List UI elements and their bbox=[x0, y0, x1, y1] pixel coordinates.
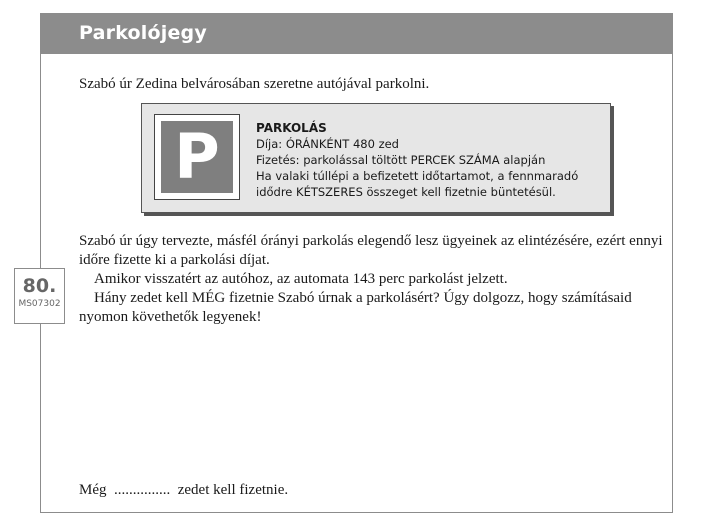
sign-line-payment: Fizetés: parkolással töltött PERCEK SZÁMA alapján bbox=[256, 153, 546, 167]
paragraph-plan: Szabó úr úgy tervezte, másfél órányi parkolás elegendő lesz ügyeinek az elintézésére, ezért ennyi időre fizette ki a parkolási díjat. bbox=[79, 233, 663, 268]
task-number: 80. bbox=[22, 275, 57, 297]
header-bar bbox=[41, 14, 672, 54]
intro-text: Szabó úr Zedina belvárosában szeretne autójával parkolni. bbox=[79, 76, 430, 92]
sign-title: PARKOLÁS bbox=[256, 121, 327, 135]
parking-sign bbox=[141, 103, 611, 213]
sign-line-penalty-1: Ha valaki túllépi a befizetett időtartamot, a fennmaradó bbox=[256, 169, 579, 183]
sign-line-penalty-2: idődre KÉTSZERES összeget kell fizetnie büntetésül. bbox=[256, 185, 556, 199]
sign-line-fee: Díja: ÓRÁNKÉNT 480 zed bbox=[256, 137, 399, 151]
sign-text bbox=[256, 120, 578, 200]
task-label bbox=[14, 268, 65, 324]
page-title: Parkolójegy bbox=[79, 22, 207, 44]
paragraph-return: Amikor visszatért az autóhoz, az automata 143 perc parkolást jelzett. bbox=[94, 271, 508, 287]
task-frame bbox=[40, 13, 673, 513]
answer-line[interactable]: Még ............... zedet kell fizetnie. bbox=[79, 482, 289, 498]
parking-p-icon bbox=[154, 114, 240, 200]
task-code: MS07302 bbox=[18, 299, 61, 309]
paragraph-question: Hány zedet kell MÉG fizetnie Szabó úrnak a parkolásért? Úgy dolgozz, hogy számításaid nyomon követhetők legyenek! bbox=[79, 290, 632, 325]
parking-p-symbol: P bbox=[161, 121, 233, 193]
